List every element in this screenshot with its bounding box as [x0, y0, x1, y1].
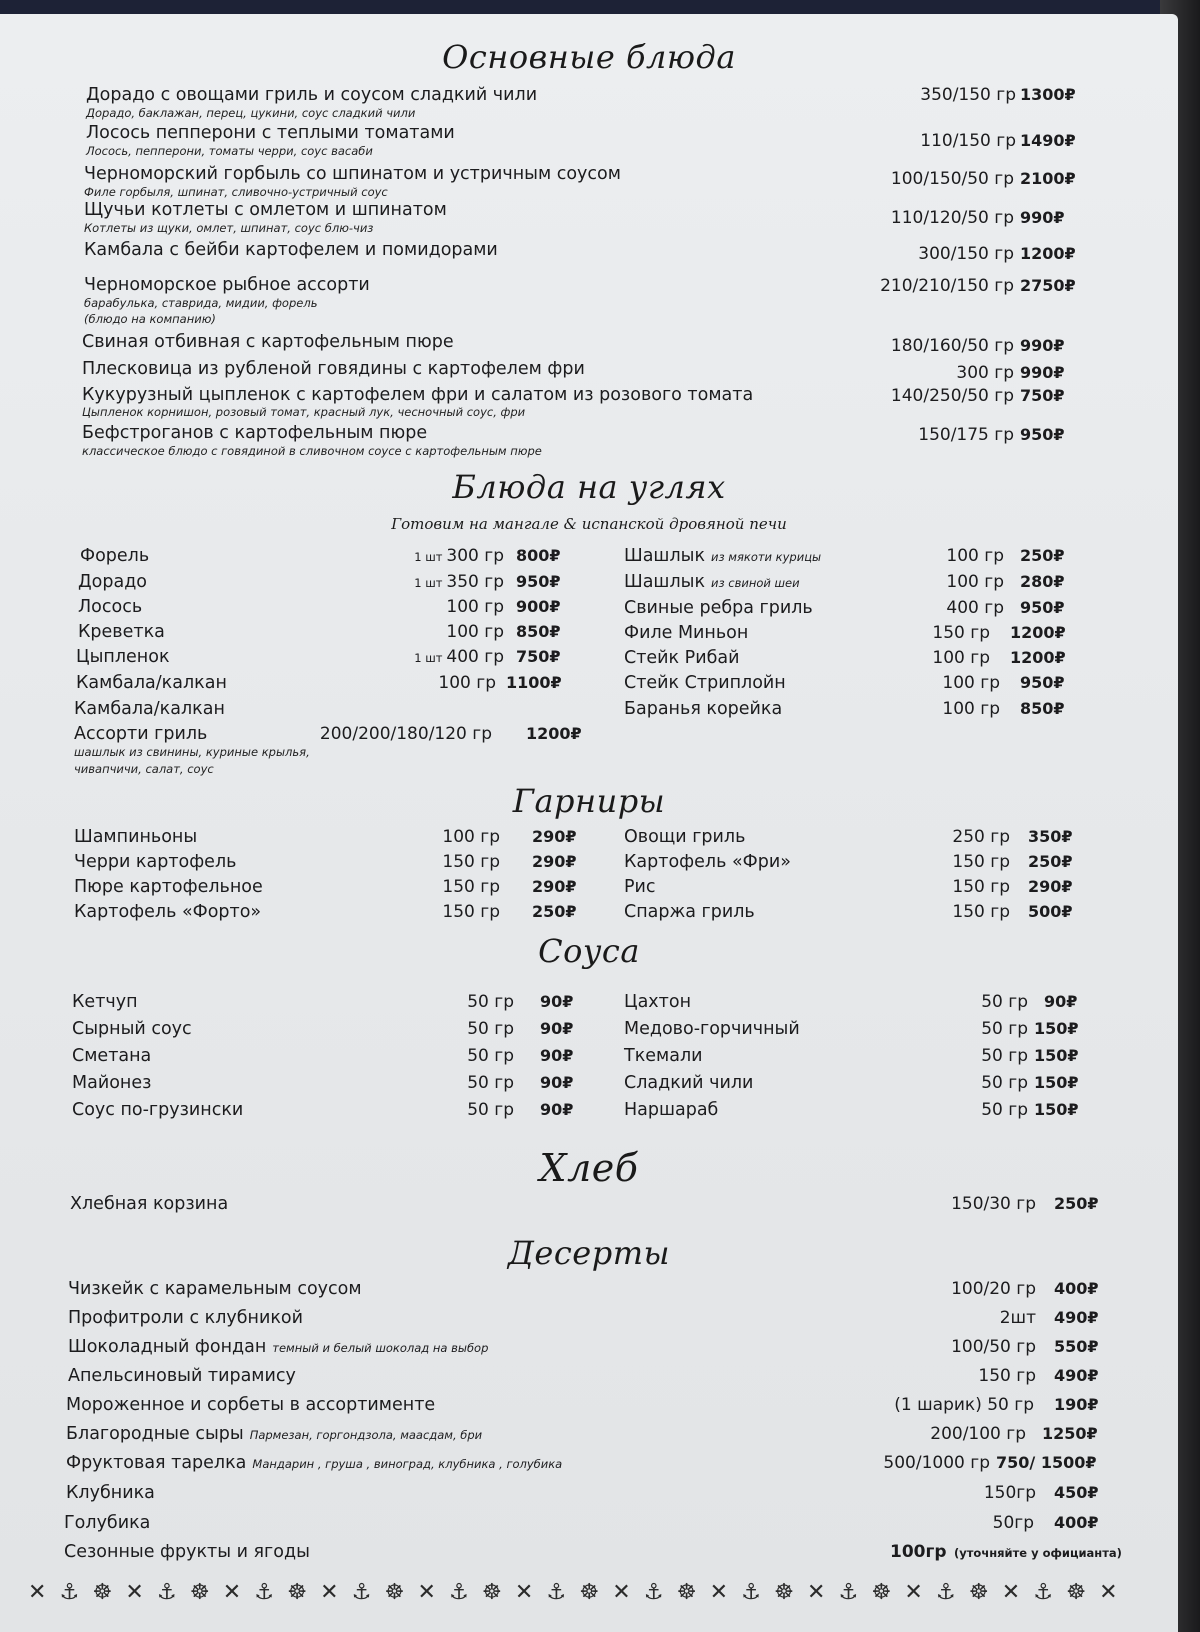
item-price: 150₽ [1034, 1019, 1079, 1038]
item-name: Плесковица из рубленой говядины с картофелем фри [82, 359, 585, 379]
coals-item [76, 647, 578, 673]
coals-item [74, 699, 578, 725]
item-weight: 50 гр [467, 1073, 514, 1093]
menu-item [84, 275, 1084, 326]
item-weight: 100 гр [446, 622, 504, 642]
item-weight: 150 гр [932, 623, 990, 643]
item-price: 1200₽ [526, 724, 582, 743]
coals-item [78, 572, 578, 598]
cutlery-icon: ✕ [709, 1580, 729, 1605]
item-price: 1250₽ [1042, 1424, 1098, 1443]
anchor-icon: ⚓ [254, 1580, 275, 1605]
helm-icon: ☸ [384, 1580, 405, 1605]
item-weight: 100гр [890, 1542, 947, 1562]
item-price: 190₽ [1054, 1395, 1099, 1414]
anchor-icon: ⚓ [546, 1580, 567, 1605]
item-weight: 100/20 гр [951, 1279, 1036, 1299]
item-price: 150₽ [1034, 1073, 1079, 1092]
item-weight: 100 гр [932, 648, 990, 668]
sauce-item [72, 1019, 578, 1045]
coals-item [624, 598, 1126, 624]
item-name: Сладкий чили [624, 1073, 754, 1093]
helm-icon: ☸ [287, 1580, 307, 1605]
item-price: 490₽ [1054, 1308, 1099, 1327]
item-desc: Лосось, пепперони, томаты черри, соус васаби [86, 144, 373, 158]
coals-item [624, 648, 1126, 674]
item-price: 550₽ [1054, 1337, 1099, 1356]
coals-item [624, 673, 1126, 699]
item-weight: 250 гр [952, 827, 1010, 847]
item-name: Рис [624, 877, 656, 897]
item-weight: 150гр [983, 1483, 1036, 1503]
item-price: 90₽ [1044, 992, 1078, 1011]
item-weight: 150 гр [442, 877, 500, 897]
item-price-note: (уточняйте у официанта) [954, 1546, 1122, 1560]
item-desc: Филе горбыля, шпинат, сливочно-устричный соус [84, 185, 388, 199]
cutlery-icon: ✕ [514, 1580, 534, 1605]
item-desc: барабулька, ставрида, мидии, форель [84, 296, 318, 310]
item-name: Сезонные фрукты и ягоды [64, 1542, 310, 1562]
item-name: Цахтон [624, 992, 692, 1012]
garnish-item [74, 902, 578, 928]
item-price: 950₽ [1020, 425, 1065, 444]
item-name: Чизкейк с карамельным соусом [68, 1279, 362, 1299]
sauce-item [624, 1046, 1128, 1072]
item-weight: 150 гр [442, 852, 500, 872]
helm-icon: ☸ [774, 1580, 794, 1605]
item-weight: 150 гр [442, 902, 500, 922]
item-price: 1200₽ [1010, 623, 1066, 642]
item-weight: 110/120/50 гр [890, 208, 1014, 228]
garnish-item [74, 877, 578, 903]
sauces-title: Соуса [538, 932, 640, 970]
item-desc: Дорадо, баклажан, перец, цукини, соус сладкий чили [86, 106, 416, 120]
item-price: 450₽ [1054, 1483, 1099, 1502]
item-desc: Котлеты из щуки, омлет, шпинат, соус блю-чиз [84, 221, 374, 235]
item-note: из свиной шеи [711, 576, 800, 590]
menu-item [86, 123, 1086, 158]
sauce-item [72, 1046, 578, 1072]
item-name: Фруктовая тарелка Мандарин , груша , виноград, клубника , голубика [66, 1453, 563, 1473]
item-price: 950₽ [1020, 673, 1065, 692]
sauce-item [72, 1073, 578, 1099]
coals-item [74, 724, 582, 776]
item-weight: 400 гр [446, 647, 504, 667]
item-price: 850₽ [1020, 699, 1065, 718]
item-name: Дорадо [78, 572, 148, 592]
item-weight: 50 гр [981, 1100, 1028, 1120]
item-weight: 100 гр [442, 827, 500, 847]
helm-icon: ☸ [968, 1580, 989, 1605]
coals-item [80, 546, 580, 572]
sauce-item [624, 1100, 1128, 1126]
cutlery-icon: ✕ [904, 1580, 923, 1605]
item-name: Клубника [66, 1483, 155, 1503]
item-name: Овощи гриль [624, 827, 746, 847]
dessert-item [68, 1279, 1130, 1305]
anchor-icon: ⚓ [449, 1580, 469, 1605]
item-name: Картофель «Форто» [74, 902, 262, 922]
item-name: Бефстроганов с картофельным пюре [82, 423, 428, 443]
anchor-icon: ⚓ [351, 1580, 372, 1605]
item-name: Профитроли с клубникой [68, 1308, 303, 1328]
dessert-item [66, 1395, 1130, 1421]
item-name: Свиные ребра гриль [624, 598, 813, 618]
dessert-item [66, 1453, 1130, 1479]
item-weight: 300 гр [446, 546, 504, 566]
helm-icon: ☸ [579, 1580, 600, 1605]
dessert-item [68, 1337, 1130, 1363]
item-price: 990₽ [1020, 336, 1065, 355]
item-name: Черри картофель [74, 852, 237, 872]
item-price: 990₽ [1020, 363, 1065, 382]
item-price: 500₽ [1028, 902, 1073, 921]
item-weight: 50гр [992, 1513, 1034, 1533]
item-name: Шашлык из мякоти курицы [624, 546, 822, 566]
garnish-title: Гарниры [512, 782, 666, 820]
item-note: Пармезан, горгондзола, маасдам, бри [249, 1428, 483, 1442]
item-price: 280₽ [1020, 572, 1065, 591]
menu-item [84, 164, 1084, 199]
item-price: 250₽ [1028, 852, 1073, 871]
item-weight: 350 гр [446, 572, 504, 592]
item-name: Креветка [78, 622, 165, 642]
garnish-item [74, 852, 578, 878]
item-weight: 100 гр [942, 673, 1000, 693]
coals-item [624, 623, 1126, 649]
helm-icon: ☸ [92, 1580, 113, 1605]
item-name: Майонез [72, 1073, 152, 1093]
item-weight: 2шт [999, 1308, 1036, 1328]
garnish-item [624, 902, 1128, 928]
item-weight: 50 гр [981, 1073, 1028, 1093]
cutlery-icon: ✕ [125, 1580, 144, 1605]
item-price: 1490₽ [1020, 131, 1076, 150]
menu-page [0, 14, 1178, 1632]
coals-item [624, 546, 1126, 572]
item-price: 990₽ [1020, 208, 1065, 227]
item-price: 750₽ [1020, 386, 1065, 405]
item-name: Цыпленок [76, 647, 170, 667]
item-qty: 1 шт [414, 550, 443, 564]
item-name: Соус по-грузински [72, 1100, 244, 1120]
item-name: Форель [80, 546, 150, 566]
item-name: Кетчуп [72, 992, 138, 1012]
item-name: Шампиньоны [74, 827, 198, 847]
dessert-item [68, 1308, 1130, 1334]
item-qty: 1 шт [414, 651, 443, 665]
anchor-icon: ⚓ [1033, 1580, 1054, 1605]
item-weight: 100 гр [446, 597, 504, 617]
item-name: Хлебная корзина [70, 1194, 229, 1214]
item-name: Пюре картофельное [74, 877, 263, 897]
item-weight: 140/250/50 гр [890, 386, 1014, 406]
dessert-item [64, 1542, 1130, 1568]
sauce-item [624, 1073, 1128, 1099]
dessert-item [68, 1366, 1130, 1392]
item-name: Шашлык из свиной шеи [624, 572, 800, 592]
item-desc-note: (блюдо на компанию) [84, 312, 216, 326]
item-price: 950₽ [516, 572, 561, 591]
item-weight: 150 гр [952, 852, 1010, 872]
sauce-item [624, 1019, 1128, 1045]
item-name: Ткемали [624, 1046, 703, 1066]
item-weight: 100/150/50 гр [890, 169, 1014, 189]
item-name: Стейк Стриплойн [624, 673, 786, 693]
item-weight: 100 гр [942, 699, 1000, 719]
menu-item [82, 332, 1084, 358]
item-weight: 500/1000 гр [883, 1453, 990, 1473]
item-price: 150₽ [1034, 1100, 1079, 1119]
item-weight: 50 гр [467, 1046, 514, 1066]
item-name: Филе Миньон [624, 623, 749, 643]
item-price: 1200₽ [1010, 648, 1066, 667]
coals-item [78, 597, 578, 623]
garnish-item [74, 827, 578, 853]
item-price: 1100₽ [506, 673, 562, 692]
item-name: Сметана [72, 1046, 152, 1066]
helm-icon: ☸ [676, 1580, 697, 1605]
footer-ornament [28, 1580, 1118, 1605]
item-weight: 210/210/150 гр [880, 276, 1014, 296]
helm-icon: ☸ [189, 1580, 210, 1605]
item-name: Свиная отбивная с картофельным пюре [82, 332, 454, 352]
sauce-item [624, 992, 1128, 1018]
item-weight: 300 гр [956, 363, 1014, 383]
cutlery-icon: ✕ [320, 1580, 339, 1605]
item-weight: 50 гр [981, 992, 1028, 1012]
dessert-item [64, 1513, 1130, 1539]
item-weight: 100 гр [946, 572, 1004, 592]
item-price: 90₽ [540, 1073, 574, 1092]
cutlery-icon: ✕ [1001, 1580, 1021, 1605]
item-name: Камбала/калкан [76, 673, 227, 693]
helm-icon: ☸ [1066, 1580, 1086, 1605]
item-desc: классическое блюдо с говядиной в сливочном соусе с картофельным пюре [82, 444, 542, 458]
cutlery-icon: ✕ [612, 1580, 631, 1605]
item-weight: 300/150 гр [918, 244, 1014, 264]
item-name: Благородные сыры Пармезан, горгондзола, маасдам, бри [66, 1424, 483, 1444]
item-note: из мякоти курицы [711, 550, 822, 564]
item-name: Лосось пепперони с теплыми томатами [86, 123, 455, 143]
item-note: темный и белый шоколад на выбор [272, 1341, 489, 1355]
item-weight: 100 гр [946, 546, 1004, 566]
item-weight: 50 гр [981, 1019, 1028, 1039]
item-price: 150₽ [1034, 1046, 1079, 1065]
item-name: Камбала/калкан [74, 699, 225, 719]
item-name: Баранья корейка [624, 699, 783, 719]
item-weight: 50 гр [467, 1019, 514, 1039]
menu-item [82, 423, 1084, 458]
anchor-icon: ⚓ [59, 1580, 80, 1605]
item-name: Черноморское рыбное ассорти [84, 275, 370, 295]
item-weight: 150/175 гр [918, 425, 1014, 445]
item-price: 290₽ [532, 827, 577, 846]
item-price: 250₽ [1054, 1194, 1099, 1213]
anchor-icon: ⚓ [643, 1580, 664, 1605]
item-name: Наршараб [624, 1100, 719, 1120]
garnish-item [624, 877, 1128, 903]
anchor-icon: ⚓ [156, 1580, 177, 1605]
cutlery-icon: ✕ [417, 1580, 436, 1605]
coals-item [624, 699, 1126, 725]
coals-subtitle: Готовим на мангале & испанской дровяной печи [391, 515, 787, 533]
coals-item [624, 572, 1126, 598]
bread-title: Хлеб [539, 1146, 639, 1190]
item-weight: 400 гр [946, 598, 1004, 618]
garnish-item [624, 827, 1128, 853]
desserts-title: Десерты [507, 1234, 671, 1272]
item-price: 250₽ [532, 902, 577, 921]
item-price: 290₽ [1028, 877, 1073, 896]
item-price: 850₽ [516, 622, 561, 641]
item-desc-note: чивапчичи, салат, соус [74, 762, 214, 776]
item-price: 2100₽ [1020, 169, 1076, 188]
item-price: 290₽ [532, 877, 577, 896]
item-weight: 150 гр [952, 877, 1010, 897]
coals-item [76, 673, 578, 699]
anchor-icon: ⚓ [838, 1580, 859, 1605]
item-weight: 180/160/50 гр [890, 336, 1014, 356]
item-weight: 150 гр [978, 1366, 1036, 1386]
item-weight: 150 гр [952, 902, 1010, 922]
item-price: 1300₽ [1020, 85, 1076, 104]
bread-item [70, 1194, 1130, 1220]
menu-item [84, 200, 1084, 235]
item-weight: 200/200/180/120 гр [319, 724, 492, 744]
garnish-item [624, 852, 1128, 878]
item-price: 1200₽ [1020, 244, 1076, 263]
cutlery-icon: ✕ [1099, 1580, 1118, 1605]
item-weight: (1 шарик) 50 гр [894, 1395, 1034, 1415]
sauce-item [72, 1100, 578, 1126]
item-weight: 50 гр [467, 992, 514, 1012]
cutlery-icon: ✕ [807, 1580, 826, 1605]
item-price: 350₽ [1028, 827, 1073, 846]
helm-icon: ☸ [481, 1580, 502, 1605]
item-name: Черноморский горбыль со шпинатом и устричным соусом [84, 164, 621, 184]
item-desc: шашлык из свинины, куриные крылья, [74, 745, 310, 759]
cutlery-icon: ✕ [28, 1580, 47, 1605]
item-weight: 100 гр [438, 673, 496, 693]
menu-item [82, 385, 1084, 419]
item-weight: 50 гр [981, 1046, 1028, 1066]
item-price: 400₽ [1054, 1279, 1099, 1298]
item-weight: 350/150 гр [920, 85, 1016, 105]
item-weight: 100/50 гр [951, 1337, 1036, 1357]
cutlery-icon: ✕ [222, 1580, 242, 1605]
item-price: 750/ 1500₽ [996, 1453, 1097, 1472]
dessert-item [66, 1424, 1130, 1450]
item-name: Кукурузный цыпленок с картофелем фри и салатом из розового томата [82, 385, 754, 405]
item-qty: 1 шт [414, 576, 443, 590]
item-price: 290₽ [532, 852, 577, 871]
item-name: Шоколадный фондан темный и белый шоколад на выбор [68, 1337, 489, 1357]
item-name: Медово-горчичный [624, 1019, 800, 1039]
item-name: Щучьи котлеты с омлетом и шпинатом [84, 200, 447, 220]
item-name: Камбала с бейби картофелем и помидорами [84, 240, 498, 260]
item-price: 2750₽ [1020, 276, 1076, 295]
item-name: Стейк Рибай [624, 648, 740, 668]
item-price: 750₽ [516, 647, 561, 666]
anchor-icon: ⚓ [741, 1580, 761, 1605]
item-name: Ассорти гриль [74, 724, 208, 744]
item-weight: 110/150 гр [920, 131, 1016, 151]
sauce-item [72, 992, 578, 1018]
item-price: 490₽ [1054, 1366, 1099, 1385]
item-name: Лосось [78, 597, 143, 617]
main-dishes-title: Основные блюда [442, 38, 736, 76]
item-price: 90₽ [540, 1100, 574, 1119]
item-price: 90₽ [540, 992, 574, 1011]
item-price: 90₽ [540, 1019, 574, 1038]
menu-item [84, 240, 1084, 266]
item-name: Спаржа гриль [624, 902, 755, 922]
menu-item [86, 85, 1086, 120]
item-weight: 200/100 гр [930, 1424, 1026, 1444]
item-name: Мороженное и сорбеты в ассортименте [66, 1395, 436, 1415]
item-price: 90₽ [540, 1046, 574, 1065]
item-name: Апельсиновый тирамису [68, 1366, 296, 1386]
coals-item [78, 622, 578, 648]
item-name: Сырный соус [72, 1019, 192, 1039]
helm-icon: ☸ [871, 1580, 892, 1605]
item-name: Голубика [64, 1513, 151, 1533]
item-note: Мандарин , груша , виноград, клубника , голубика [252, 1457, 563, 1471]
item-price: 400₽ [1054, 1513, 1099, 1532]
item-weight: 150/30 гр [951, 1194, 1036, 1214]
dessert-item [66, 1483, 1130, 1509]
item-price: 800₽ [516, 546, 561, 565]
item-price: 250₽ [1020, 546, 1065, 565]
item-price: 900₽ [516, 597, 561, 616]
anchor-icon: ⚓ [935, 1580, 956, 1605]
item-name: Картофель «Фри» [624, 852, 791, 872]
item-weight: 50 гр [467, 1100, 514, 1120]
menu-item [82, 359, 1084, 385]
coals-title: Блюда на углях [452, 468, 726, 506]
item-price: 950₽ [1020, 598, 1065, 617]
item-desc: Цыпленок корнишон, розовый томат, красный лук, чесночный соус, фри [82, 405, 526, 419]
item-name: Дорадо с овощами гриль и соусом сладкий чили [86, 85, 538, 105]
